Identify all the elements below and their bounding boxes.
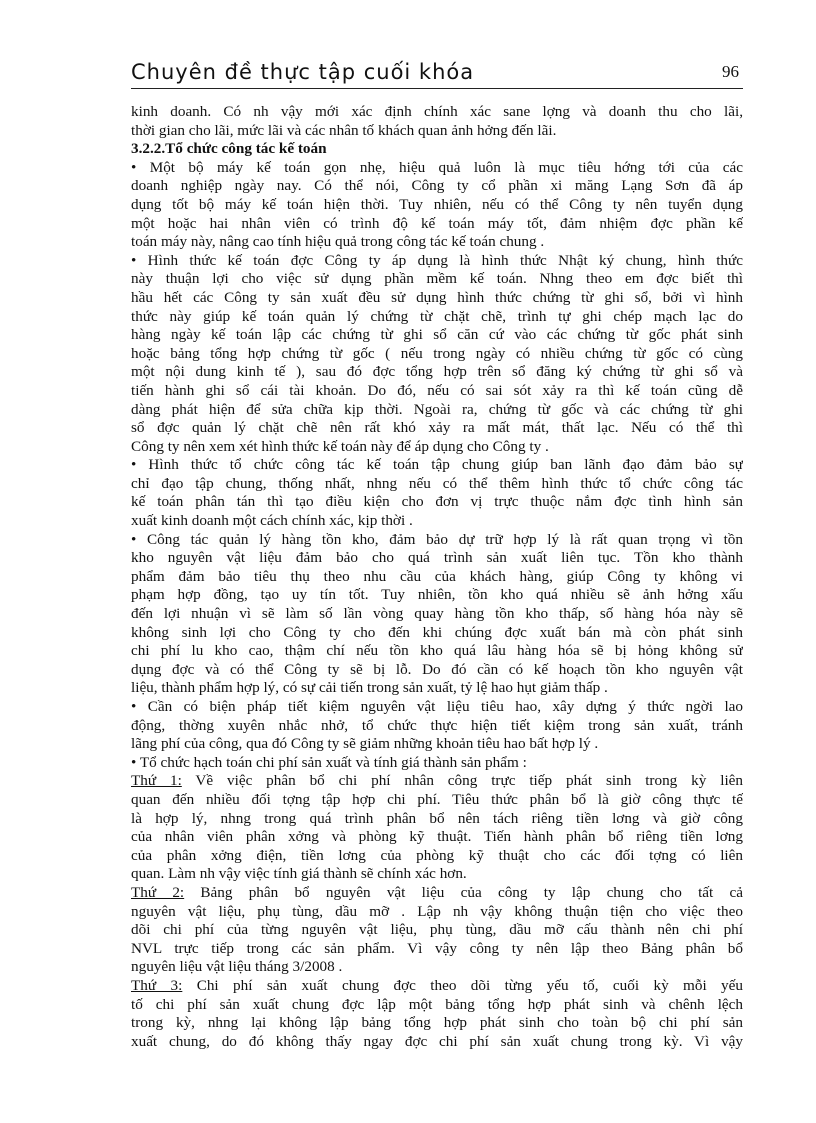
text-line: kho nguyên vật liệu đảm bảo cho quá trình sản xuất liên tục. Tồn kho thành xyxy=(131,549,743,567)
text-line: sổ đợc quản lý chặt chẽ nên rất khó xảy ra mất mát, thất lạc. Nếu có thể thì xyxy=(131,419,743,437)
text-line: là hợp lý, nhng trong quá trình phân bổ nên tách riêng tiền lơng và giờ công xyxy=(131,809,743,827)
text-line: nguyên vật liệu, phụ tùng, dầu mỡ . Lập nh vậy không thuận tiện cho việc theo xyxy=(131,902,743,920)
text-line: tố chi phí sản xuất chung đợc lập một bảng tổng hợp phát sinh và chênh lệch xyxy=(131,995,743,1013)
text-line: của nhân viên phân xởng và phòng kỹ thuật. Tiến hành phân bổ riêng tiền lơng xyxy=(131,828,743,846)
text-line: doanh nghiệp ngày nay. Có thể nói, Công ty cổ phần xi măng Lạng Sơn đã áp xyxy=(131,177,743,195)
item-label: Thứ 1: xyxy=(131,772,182,790)
text-line: dàng phát hiện để sửa chữa kịp thời. Ngoài ra, chứng từ gốc và các chứng từ ghi xyxy=(131,400,743,418)
text-line: dõi chi phí của từng nguyên vật liệu, phụ tùng, dầu mỡ cấu thành nên chi phí xyxy=(131,921,743,939)
text-line: hoặc bảng tổng hợp chứng từ gốc ( nếu trong ngày có nhiều chứng từ gốc có cùng xyxy=(131,344,743,362)
text-line: một hoặc hai nhân viên có trình độ kế toán máy tốt, đảm nhiệm đợc phần kế xyxy=(131,214,743,232)
text-line: hàng ngày kế toán lập các chứng từ ghi sổ căn cứ vào các chứng từ gốc phát sinh xyxy=(131,326,743,344)
text-line: liệu, thành phẩm hợp lý, có sự cải tiến trong sản xuất, tỷ lệ hao hụt giảm thấp . xyxy=(131,679,608,697)
text-line: trong kỳ, nhng lại không lập bảng tổng hợp phát sinh cho toàn bộ chi phí sản xyxy=(131,1014,743,1032)
text-line: không sinh lợi cho Công ty cho đến khi chúng đợc xuất bán mà còn phát sinh xyxy=(131,623,743,641)
text-line: xuất chung, do đó không thấy ngay đợc chi phí sản xuất chung trong kỳ. Vì vậy xyxy=(131,1032,743,1050)
text-line: thức này giúp kế toán quản lý chứng từ chặt chẽ, trình tự ghi chép mạch lạc do xyxy=(131,307,743,325)
text-line: toán máy này, nâng cao tính hiệu quả trong công tác kế toán chung . xyxy=(131,233,545,251)
text-line: phẩm đảm bảo tiêu thụ theo nhu cầu của khách hàng, giúp Công ty không vi xyxy=(131,567,743,585)
text-line: động, thờng xuyên nhắc nhở, tổ chức thực hiện tiết kiệm trong sản xuất, tránh xyxy=(131,716,743,734)
text-line: Thứ 3: Chi phí sản xuất chung đợc theo dõi từng yếu tố, cuối kỳ mỗi yếu xyxy=(131,976,743,994)
item-label: Thứ 2: xyxy=(131,883,185,901)
section-heading: 3.2.2.Tổ chức công tác kế toán xyxy=(131,140,327,158)
page-header xyxy=(131,58,743,92)
text-line: • Hình thức tổ chức công tác kế toán tập chung giúp ban lãnh đạo đảm bảo sự xyxy=(131,456,743,474)
text-line: đến lợi nhuận vì sẽ làm số lần vòng quay hàng tồn kho thấp, số hàng hóa này sẽ xyxy=(131,605,743,623)
text-line: dụng đợc và có thể Công ty sẽ bị lỗ. Do đó cần có kế hoạch tồn kho nguyên vật xyxy=(131,660,743,678)
header-divider xyxy=(131,88,743,89)
text-line: lãng phí của công, qua đó Công ty sẽ giảm những khoản tiêu hao bất hợp lý . xyxy=(131,735,599,753)
text-line: kinh doanh. Có nh vậy mới xác định chính xác sane lợng và doanh thu cho lãi, xyxy=(131,103,743,120)
text-line: nguyên liệu vật liệu tháng 3/2008 . xyxy=(131,958,343,976)
text-line: chỉ đạo tập chung, thống nhất, nhng nếu có thể thêm hình thức tổ chức công tác xyxy=(131,474,743,492)
text-line: • Tổ chức hạch toán chi phí sản xuất và tính giá thành sản phẩm : xyxy=(131,753,527,771)
text-line: Công ty nên xem xét hình thức kế toán này để áp dụng cho Công ty . xyxy=(131,437,549,455)
text-line: • Một bộ máy kế toán gọn nhẹ, hiệu quả luôn là mục tiêu hớng tới của các xyxy=(131,158,743,176)
document-title: Chuyên đề thực tập cuối khóa xyxy=(131,60,475,84)
text-line: chi phí lu kho cao, thậm chí nếu tồn kho quá lâu hàng hóa sẽ bị hỏng không sử xyxy=(131,642,743,660)
text-line: quan đến nhiều đối tợng tập hợp chi phí. Tiêu thức phân bổ là giờ công thực tế xyxy=(131,790,743,808)
text-line: này thuận lợi cho việc sử dụng phần mềm kế toán. Nhng theo em đợc biết thì xyxy=(131,270,743,288)
text-line: quan. Làm nh vậy việc tính giá thành sẽ chính xác hơn. xyxy=(131,865,467,883)
text-line: Thứ 2: Bảng phân bổ nguyên vật liệu của công ty lập chung cho tất cả xyxy=(131,883,743,901)
text-line: một nội dung kinh tế ), sau đó đợc tổng hợp trên sổ đăng ký chứng từ ghi sổ và xyxy=(131,363,743,381)
text-line: xuất kinh doanh một cách chính xác, kịp thời . xyxy=(131,512,413,530)
item-label: Thứ 3: xyxy=(131,976,183,994)
text-line: của phân xởng điện, tiền lơng của phòng kỹ thuật cho các đối tợng có liên xyxy=(131,846,743,864)
text-line: thời gian cho lãi, mức lãi và các nhân tố khách quan ảnh hởng đến lãi. xyxy=(131,121,557,139)
text-line: • Công tác quản lý hàng tồn kho, đảm bảo dự trữ hợp lý là rất quan trọng vì tồn xyxy=(131,530,743,548)
text-line: kế toán phân tán thì tạo điều kiện cho đơn vị trực thuộc nắm đợc tình hình sản xyxy=(131,493,743,511)
text-line: • Hình thức kế toán đợc Công ty áp dụng là hình thức Nhật ký chung, hình thức xyxy=(131,251,743,269)
text-line: phạm hợp đồng, tạo uy tín tốt. Tuy nhiên, tồn kho quá nhiều sẽ ảnh hởng xấu xyxy=(131,586,743,604)
body-text xyxy=(131,103,743,1051)
page-number: 96 xyxy=(722,62,739,81)
text-line: • Cần có biện pháp tiết kiệm nguyên vật liệu tiêu hao, xây dựng ý thức ngời lao xyxy=(131,698,743,715)
text-line: dụng tốt bộ máy kế toán hiện thời. Tuy nhiên, nếu có thể Công ty nên tuyển dụng xyxy=(131,195,743,213)
text-line: NVL trực tiếp trong các sản phẩm. Vì vậy công ty nên lập theo Bảng phân bổ xyxy=(131,939,743,957)
text-line: hầu hết các Công ty sản xuất đều sử dụng hình thức chứng từ ghi sổ, bởi vì hình xyxy=(131,288,743,306)
text-line: tiến hành ghi sổ cái tài khoản. Do đó, nếu có sai sót xảy ra thì kế toán cũng dễ xyxy=(131,381,743,399)
text-line: Thứ 1: Về việc phân bổ chi phí nhân công trực tiếp phát sinh trong kỳ liên xyxy=(131,772,743,790)
